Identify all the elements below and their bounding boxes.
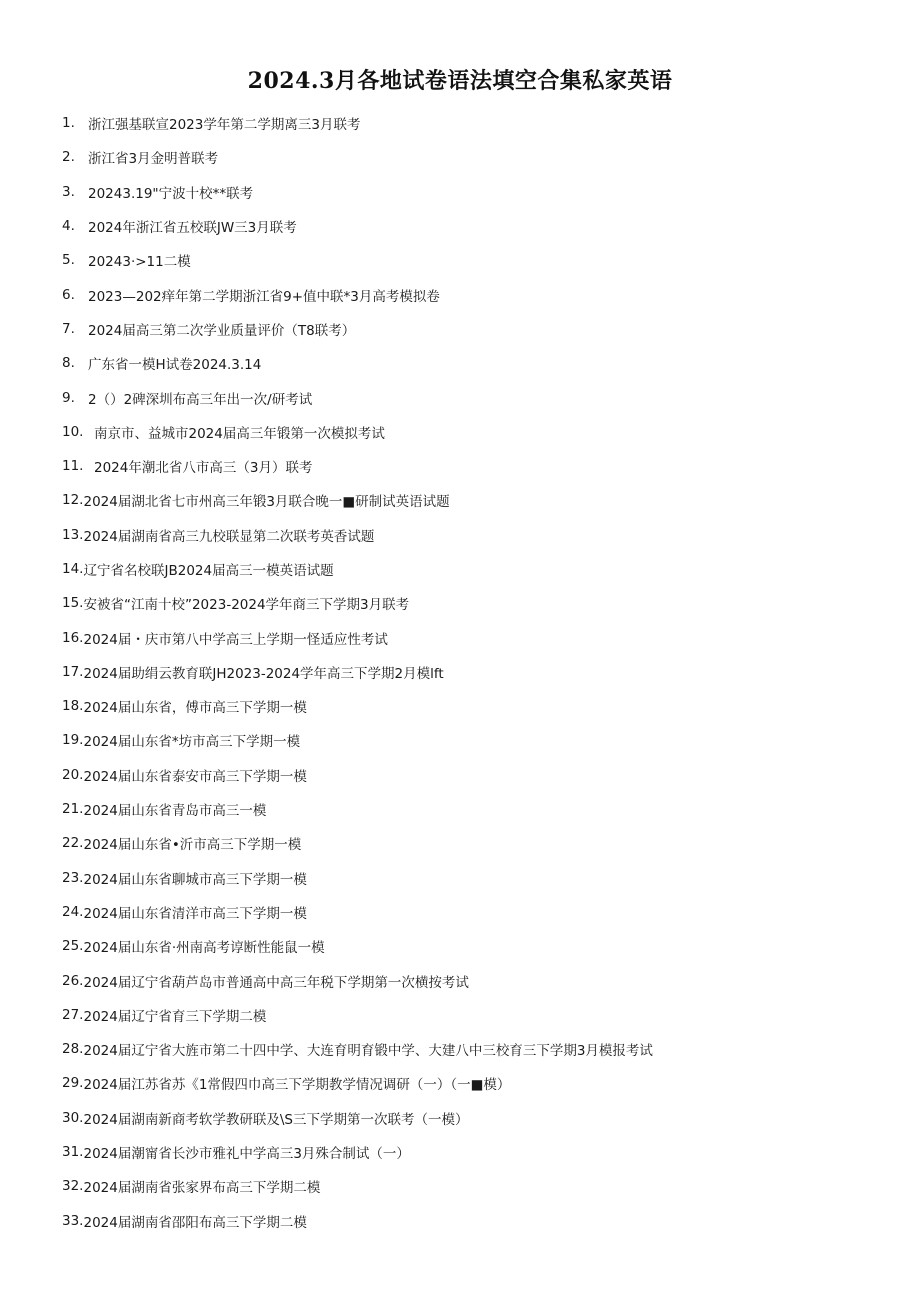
item-number: 22.	[62, 835, 84, 852]
item-number: 3.	[62, 183, 75, 200]
list-item-23	[62, 861, 882, 895]
item-number: 19.	[62, 732, 84, 749]
item-number: 7.	[62, 320, 75, 337]
item-text: 浙江强基联宣2023学年第二学期离三3月联考	[88, 117, 361, 134]
list-item-1	[62, 106, 882, 140]
list-item-31	[62, 1135, 882, 1169]
item-number: 11.	[62, 458, 84, 475]
list-item-7	[62, 312, 882, 346]
list-item-13	[62, 518, 882, 552]
list-item-10	[62, 415, 882, 449]
item-text: 2024届山东省青岛市高三一模	[83, 803, 267, 820]
item-number: 13.	[62, 526, 84, 543]
list-item-33	[62, 1204, 882, 1238]
list-item-19	[62, 723, 882, 757]
list-item-32	[62, 1169, 882, 1203]
item-number: 32.	[62, 1178, 84, 1195]
exam-list	[62, 106, 882, 1238]
item-number: 20.	[62, 766, 84, 783]
item-text: 2024届湖南省邵阳布高三下学期二模	[83, 1214, 307, 1231]
item-text: 2024届湖南省高三九校联显第二次联考英香试题	[83, 528, 375, 545]
list-item-11	[62, 449, 882, 483]
list-item-12	[62, 483, 882, 517]
list-item-14	[62, 552, 882, 586]
item-text: 2024年浙江省五校联JW三3月联考	[88, 220, 297, 237]
item-text: 2024届助绢云教育联JH2023-2024学年高三下学期2月模lft	[83, 665, 444, 682]
item-number: 29.	[62, 1075, 84, 1092]
item-number: 25.	[62, 938, 84, 955]
item-text: 2024届山东省清洋市高三下学期一模	[83, 905, 307, 922]
item-text: 2024届潮甯省长沙市雅礼中学高三3月殊合制试（一）	[83, 1146, 410, 1163]
item-text: 2024届湖北省七市州高三年锻3月联合晚一■研制试英语试题	[83, 494, 450, 511]
item-number: 10.	[62, 423, 84, 440]
item-text: 20243·>11二模	[88, 254, 191, 271]
item-text: 2024届湖南新商考软学教研联及\S三下学期第一次联考（一模）	[83, 1111, 469, 1128]
item-number: 24.	[62, 903, 84, 920]
item-number: 1.	[62, 115, 75, 132]
item-number: 26.	[62, 972, 84, 989]
list-item-9	[62, 380, 882, 414]
item-number: 21.	[62, 801, 84, 818]
item-text: 2024届・庆市第八中学高三上学期一怪适应性考试	[83, 631, 388, 648]
item-text: 2024届辽宁省葫芦岛市普通高中高三年税下学期第一次横按考试	[83, 974, 469, 991]
item-number: 17.	[62, 663, 84, 680]
list-item-26	[62, 963, 882, 997]
list-item-30	[62, 1101, 882, 1135]
item-text: 2024届辽宁省育三下学期二模	[83, 1008, 267, 1025]
item-text: 20243.19"宁波十校**联考	[88, 185, 254, 202]
list-item-2	[62, 140, 882, 174]
item-number: 6.	[62, 286, 75, 303]
list-item-25	[62, 929, 882, 963]
item-text: 2024届山东省*坊市高三下学期一模	[83, 734, 301, 751]
item-text: 2024届山东省·州南高考谆断性能鼠一模	[83, 940, 325, 957]
list-item-22	[62, 826, 882, 860]
list-item-17	[62, 655, 882, 689]
item-text: 2023—202痒年第二学期浙江省9+值中联*3月高考模拟卷	[88, 288, 440, 305]
item-number: 2.	[62, 149, 75, 166]
list-item-15	[62, 586, 882, 620]
item-number: 27.	[62, 1006, 84, 1023]
list-item-5	[62, 243, 882, 277]
item-number: 28.	[62, 1041, 84, 1058]
item-text: 广东省一模H试卷2024.3.14	[88, 357, 262, 374]
list-item-18	[62, 689, 882, 723]
item-text: 浙江省3月金明普联考	[88, 151, 219, 168]
item-number: 14.	[62, 561, 84, 577]
list-item-6	[62, 277, 882, 311]
item-text: 2（）2碑深圳布高三年出一次/研考试	[88, 391, 313, 408]
item-text: 2024届湖南省张家界布高三下学期二模	[83, 1180, 321, 1197]
item-text: 南京市、益城市2024届高三年锻第一次模拟考试	[94, 425, 385, 442]
item-number: 15.	[62, 595, 84, 612]
item-text: 2024届辽宁省大旌市第二十四中学、大连育明育锻中学、大建八中三校育三下学期3月模报考试	[83, 1043, 653, 1060]
list-item-3	[62, 175, 882, 209]
list-item-24	[62, 895, 882, 929]
list-item-16	[62, 620, 882, 654]
document-title: 2024.3月各地试卷语法填空合集私家英语	[247, 68, 673, 94]
item-text: 辽宁省名校联JB2024届高三一模英语试题	[83, 563, 334, 579]
item-number: 18.	[62, 698, 84, 715]
item-number: 12.	[62, 492, 84, 509]
item-text: 2024届山东省，傅市高三下学期一模	[83, 700, 307, 717]
item-number: 23.	[62, 869, 84, 886]
list-item-4	[62, 209, 882, 243]
item-text: 2024届高三第二次学业质量评价（T8联考）	[88, 322, 356, 339]
item-number: 30.	[62, 1109, 84, 1126]
item-text: 2024年潮北省八市高三（3月）联考	[94, 460, 313, 477]
list-item-29	[62, 1066, 882, 1100]
item-number: 8.	[62, 355, 75, 372]
item-number: 5.	[62, 252, 75, 269]
list-item-8	[62, 346, 882, 380]
item-number: 9.	[62, 389, 75, 406]
list-item-27	[62, 998, 882, 1032]
list-item-20	[62, 758, 882, 792]
item-text: 2024届山东省聊城市高三下学期一模	[83, 871, 307, 888]
item-text: 2024届江苏省苏《1常假四巾高三下学期教学情况调研（一）（一■模）	[83, 1077, 511, 1094]
item-text: 2024届山东省•沂市高三下学期一模	[83, 837, 302, 854]
list-item-28	[62, 1032, 882, 1066]
list-item-21	[62, 792, 882, 826]
item-text: 2024届山东省泰安市高三下学期一模	[83, 768, 307, 785]
item-text: 安被省“江南十校”2023-2024学年商三下学期3月联考	[83, 597, 410, 614]
item-number: 4.	[62, 218, 75, 235]
item-number: 31.	[62, 1144, 84, 1161]
item-number: 16.	[62, 629, 84, 646]
item-number: 33.	[62, 1212, 84, 1229]
